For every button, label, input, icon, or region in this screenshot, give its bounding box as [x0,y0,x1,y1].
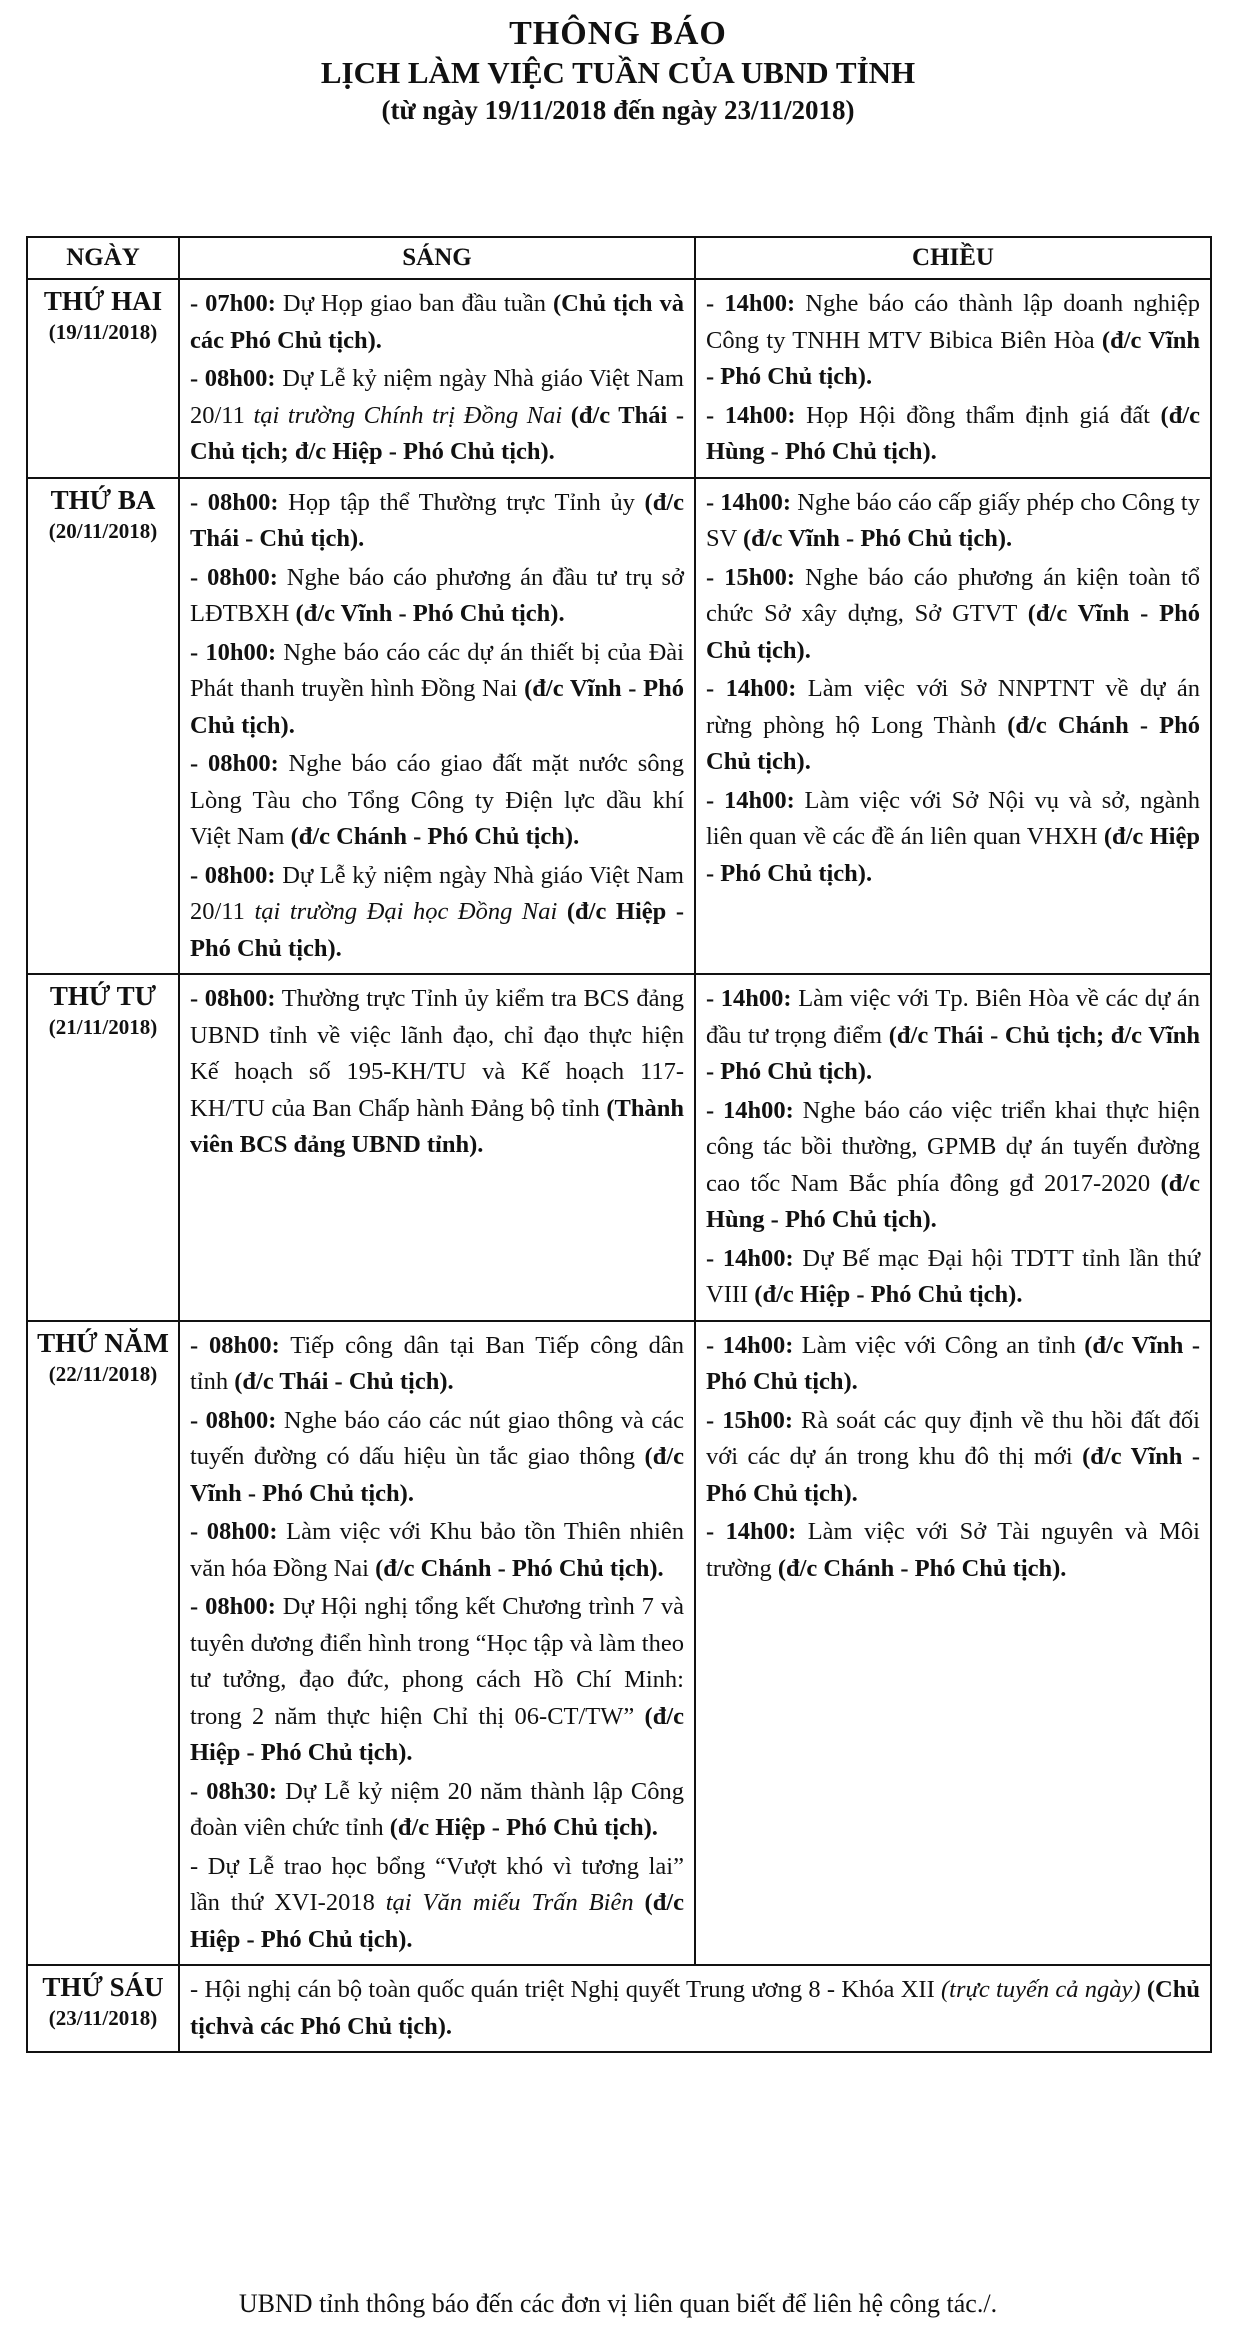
entry-time: - 14h00: [706,985,792,1012]
day-name: THỨ HAI [43,286,163,316]
entry-attendees: (đ/c Hiệp - Phó Chủ tịch). [754,1281,1023,1308]
afternoon-entry [706,560,1200,670]
table-row [27,974,1211,1321]
table-row [27,279,1211,478]
entry-attendees: (Thành viên BCS đảng UBND tỉnh). [190,1094,684,1158]
fullday-cell [179,1965,1211,2052]
day-date: (21/11/2018) [48,1015,158,1039]
entry-attendees: (đ/c Hùng - Phó Chủ tịch). [706,1169,1200,1233]
day-name: THỨ BA [50,484,156,515]
day-date: (20/11/2018) [48,518,158,543]
morning-entry [190,635,684,745]
entry-attendees: (đ/c Vĩnh - Phó Chủ tịch). [706,1331,1200,1395]
table-row [27,1321,1211,1966]
entry-text: Nghe báo cáo thành lập doanh nghiệp Công ty TNHH MTV Bibica Biên Hòa [706,290,1200,354]
entry-attendees: (đ/c Chánh - Phó Chủ tịch). [290,823,580,850]
morning-entry [190,1589,684,1772]
afternoon-entry [706,1241,1200,1314]
afternoon-entry [706,1403,1200,1513]
entry-time: - 14h00: [706,401,796,429]
morning-entry [190,858,684,968]
entry-text: Nghe báo cáo việc triển khai thực hiện công tác bồi thường, GPMB dự án tuyến đường cao tốc Nam Bắc phía đông gđ 2017-2020 [706,1096,1200,1197]
day-cell [27,974,179,1321]
entry-text: Dự Lễ kỷ niệm 20 năm thành lập Công đoàn viên chức tỉnh [190,1777,684,1841]
entry-text: Họp Hội đồng thẩm định giá đất [795,401,1161,429]
entry-time: - 14h00: [706,1331,794,1359]
entry-text: Dự Bế mạc Đại hội TDTT tỉnh lần thứ VIII [706,1244,1200,1308]
document-header [0,14,1236,128]
entry-time: - 08h00: [190,563,278,591]
entry-attendees: (đ/c Vĩnh - Phó Chủ tịch). [295,600,565,627]
morning-entry [190,1328,684,1401]
afternoon-entry [706,1093,1200,1239]
entry-time: - 14h00: [706,1096,794,1124]
afternoon-entry [706,981,1200,1091]
day-date: (22/11/2018) [48,1361,158,1386]
morning-cell [179,279,695,478]
morning-cell [179,974,695,1321]
morning-cell [179,478,695,975]
document-title: THÔNG BÁO [509,15,727,52]
afternoon-entry [706,286,1200,396]
entry-time: - 14h00: [706,786,795,814]
morning-entry [190,560,684,633]
entry-attendees: (đ/c Chánh - Phó Chủ tịch). [375,1554,664,1582]
entry-time: - 08h00: [190,750,279,777]
entry-text: Thường trực Tỉnh ủy kiểm tra BCS đảng UBND tỉnh về việc lãnh đạo, chỉ đạo thực hiện Kế hoạch số 195-KH/TU và Kế hoạch 117-KH/TU của Ban Chấp hành Đảng bộ tỉnh [190,985,684,1122]
entry-time: - 14h00: [706,290,796,317]
entry-text: - Dự Lễ trao học bổng “Vượt khó vì tương lai” lần thứ XVI-2018 [190,1852,684,1916]
entry-attendees: (đ/c Thái - Chủ tịch; đ/c Vĩnh - Phó Chủ tịch). [706,1021,1201,1085]
morning-cell [179,1321,695,1966]
entry-text: Dự Họp giao ban đầu tuần [275,290,553,317]
entry-time: - 10h00: [190,638,277,666]
entry-attendees: (đ/c Vĩnh - Phó Chủ tịch). [706,600,1200,664]
day-name: THỨ NĂM [37,1327,169,1358]
entry-text: Dự Lễ kỷ niệm ngày Nhà giáo Việt Nam 20/11 [190,365,684,429]
afternoon-entry [706,1328,1200,1401]
afternoon-entry [706,485,1200,558]
entry-time: - 15h00: [706,1406,793,1434]
entry-location: tại trường Chính trị Đồng Nai [253,401,563,429]
entry-time: - 07h00: [190,290,276,317]
entry-attendees: (đ/c Vĩnh - Phó Chủ tịch). [706,1443,1201,1507]
entry-attendees: (Chủ tịch và các Phó Chủ tịch). [190,290,684,354]
entry-time: - 08h00: [190,488,279,516]
entry-text: Dự Hội nghị tổng kết Chương trình 7 và tuyên dương điển hình trong “Học tập và làm theo tư tưởng, đạo đức, phong cách Hồ Chí Minh: trong 2 năm thực hiện Chỉ thị 06-CT/TW” [190,1593,684,1730]
afternoon-entry [706,398,1200,471]
day-cell [27,279,179,478]
entry-attendees: (đ/c Chánh - Phó Chủ tịch). [706,711,1200,775]
entry-location: tại trường Đại học Đồng Nai [254,898,558,925]
table-header-row [27,237,1211,279]
afternoon-cell [695,1321,1211,1966]
entry-text: Làm việc với Sở Tài nguyên và Môi trường [706,1518,1200,1582]
entry-attendees: (đ/c Hiệp - Phó Chủ tịch). [190,1702,684,1766]
col-header-day: NGÀY [27,237,179,279]
entry-text: Nghe báo cáo các nút giao thông và các tuyến đường có dấu hiệu ùn tắc giao thông [190,1406,684,1470]
entry-text: Nghe báo cáo giao đất mặt nước sông Lòng Tàu cho Tổng Công ty Điện lực dầu khí Việt Nam [190,750,684,850]
entry-text: Làm việc với Sở Nội vụ và sở, ngành liên quan về các đề án liên quan VHXH [706,786,1200,850]
entry-text: Họp tập thể Thường trực Tỉnh ủy [278,488,645,516]
entry-time: - 08h30: [190,1777,278,1805]
afternoon-entry [706,1514,1200,1587]
entry-attendees: (đ/c Hiệp - Phó Chủ tịch). [190,1889,684,1953]
morning-entry [190,1514,684,1587]
entry-attendees: (đ/c Hiệp - Phó Chủ tịch). [706,823,1200,887]
entry-time: - 15h00: [706,563,796,591]
footer-note: UBND tỉnh thông báo đến các đơn vị liên quan biết để liên hệ công tác./. [238,2289,998,2318]
entry-text: Dự Lễ kỷ niệm ngày Nhà giáo Việt Nam 20/11 [190,861,684,925]
table-row [27,1965,1211,2052]
morning-entry [190,981,684,1164]
morning-entry [190,1403,684,1513]
entry-attendees: (đ/c Vĩnh - Phó Chủ tịch). [743,525,1013,552]
afternoon-entry [706,671,1200,781]
entry-text: Rà soát các quy định về thu hồi đất đối với các dự án trong khu đô thị mới [706,1406,1200,1470]
entry-time: - 08h00: [190,861,276,889]
schedule-body [27,279,1211,2052]
morning-entry [190,485,684,558]
day-name: THỨ TƯ [49,981,157,1011]
morning-entry [190,286,684,359]
afternoon-cell [695,974,1211,1321]
entry-text: Làm việc với Tp. Biên Hòa về các dự án đầu tư trọng điểm [706,985,1200,1049]
entry-time: - 14h00: [706,488,792,516]
entry-time: - 08h00: [190,1518,278,1545]
entry-attendees: (đ/c Hùng - Phó Chủ tịch). [706,401,1200,465]
entry-time: - 08h00: [190,985,276,1012]
afternoon-cell [695,478,1211,975]
entry-attendees: (đ/c Vĩnh - Phó Chủ tịch). [190,1443,684,1507]
morning-entry [190,746,684,856]
afternoon-entry [706,783,1200,893]
entry-time: - 08h00: [190,1331,280,1359]
entry-time: - 08h00: [190,1593,276,1620]
entry-text: Làm việc với Sở NNPTNT về dự án rừng phòng hộ Long Thành [706,675,1200,739]
entry-text: Tiếp công dân tại Ban Tiếp công dân tỉnh [190,1331,684,1395]
entry-attendees: (Chủ tịchvà các Phó Chủ tịch). [190,1976,1200,2040]
entry-time: - 08h00: [190,365,276,392]
entry-attendees: (đ/c Thái - Chủ tịch; đ/c Hiệp - Phó Chủ tịch). [190,401,684,465]
entry-attendees: (đ/c Vĩnh - Phó Chủ tịch). [706,326,1200,390]
entry-text: Làm việc với Công an tỉnh [793,1331,1085,1359]
afternoon-cell [695,279,1211,478]
entry-text: Nghe báo cáo phương án kiện toàn tổ chức Sở xây dựng, Sở GTVT [706,563,1201,627]
entry-attendees: (đ/c Chánh - Phó Chủ tịch). [777,1554,1067,1582]
col-header-afternoon: CHIỀU [695,237,1211,279]
entry-time: - 14h00: [706,1244,794,1272]
entry-text: - Hội nghị cán bộ toàn quốc quán triệt Nghị quyết Trung ương 8 - Khóa XII [190,1976,942,2003]
entry-time: - 14h00: [706,1518,797,1545]
day-date: (19/11/2018) [48,320,158,344]
day-cell [27,1965,179,2052]
day-cell [27,1321,179,1966]
entry-time: - 14h00: [706,675,797,702]
entry-location: tại Văn miếu Trấn Biên [385,1889,634,1916]
entry-text: Nghe báo cáo các dự án thiết bị của Đài Phát thanh truyền hình Đồng Nai [190,638,684,702]
schedule-table [26,236,1212,2053]
entry-text: Làm việc với Khu bảo tồn Thiên nhiên văn hóa Đồng Nai [190,1518,684,1582]
day-cell [27,478,179,975]
entry-attendees: (đ/c Thái - Chủ tịch). [190,488,684,552]
entry-attendees: (đ/c Hiệp - Phó Chủ tịch). [389,1814,658,1841]
date-range: (từ ngày 19/11/2018 đến ngày 23/11/2018) [381,95,855,125]
entry-location: (trực tuyến cả ngày) [941,1976,1141,2003]
entry-text: Nghe báo cáo cấp giấy phép cho Công ty SV [706,488,1200,552]
document-subtitle: LỊCH LÀM VIỆC TUẦN CỦA UBND TỈNH [320,55,916,90]
morning-entry [190,361,684,471]
morning-entry [190,1849,684,1959]
day-date: (23/11/2018) [48,2006,158,2030]
entry-attendees: (đ/c Hiệp - Phó Chủ tịch). [190,898,684,962]
entry-attendees: (đ/c Vĩnh - Phó Chủ tịch). [190,675,685,739]
table-row [27,478,1211,975]
entry-time: - 08h00: [190,1406,277,1434]
entry-text: Nghe báo cáo phương án đầu tư trụ sở LĐTBXH [190,563,684,627]
col-header-morning: SÁNG [179,237,695,279]
day-name: THỨ SÁU [42,1972,164,2002]
entry-attendees: (đ/c Thái - Chủ tịch). [234,1368,454,1395]
fullday-entry [190,1972,1200,2045]
morning-entry [190,1774,684,1847]
